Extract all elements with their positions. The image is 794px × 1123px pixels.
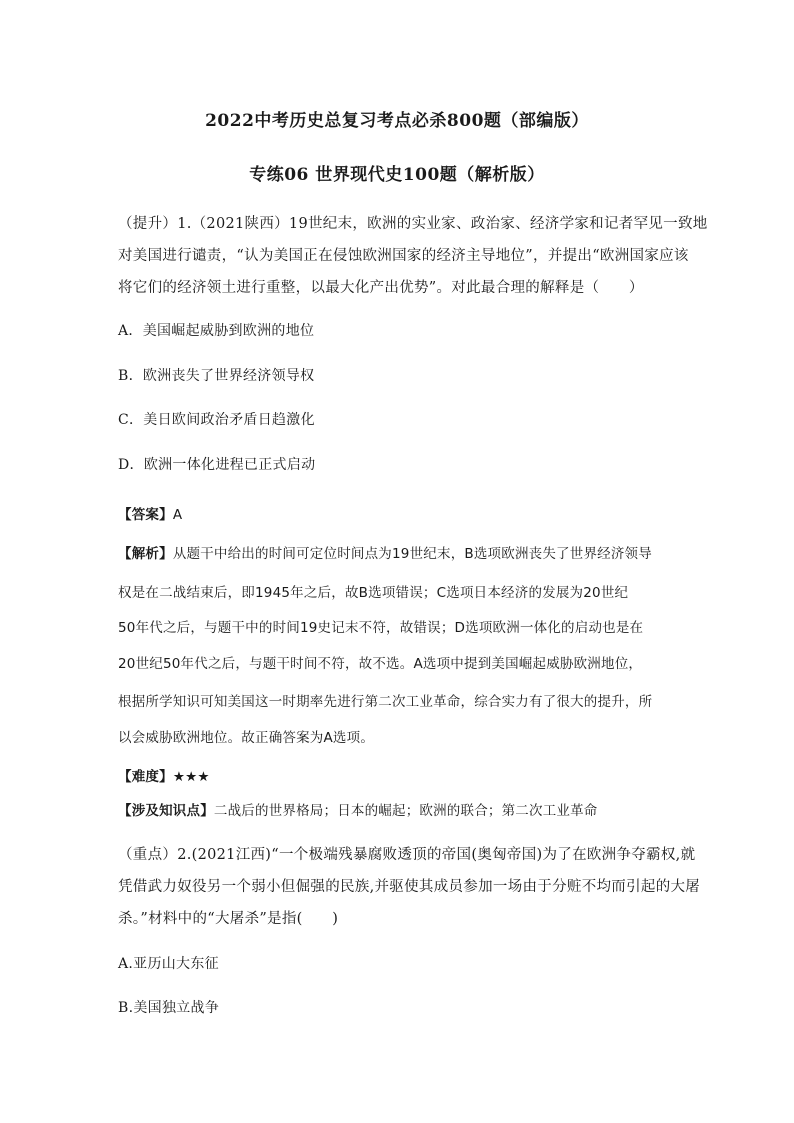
q1-analysis-text-1: 从题干中给出的时间可定位时间点为19世纪末，B选项欧洲丧失了世界经济领导 <box>172 546 652 562</box>
q2-stem-line-1: （重点）2.(2021江西)“一个极端残暴腐败透顶的帝国(奥匈帝国)为了在欧洲争夺霸权,就 <box>118 847 696 863</box>
q1-option-c: C．美日欧间政治矛盾日趋激化 <box>118 412 315 428</box>
q1-stem-line-2: 对美国进行谴责，“认为美国正在侵蚀欧洲国家的经济主导地位”，并提出“欧洲国家应该 <box>118 248 689 264</box>
q1-analysis-label: 【解析】 <box>118 546 173 562</box>
q1-answer <box>118 503 182 523</box>
q2-option-b: B.美国独立战争 <box>118 1000 220 1016</box>
q1-difficulty-stars: ★★★ <box>172 769 210 785</box>
q1-difficulty <box>118 765 210 785</box>
q1-stem-line-3: 将它们的经济领土进行重整，以最大化产出优势”。对此最合理的解释是（ ） <box>118 280 644 296</box>
q1-knowledge-value: 二战后的世界格局；日本的崛起；欧洲的联合；第二次工业革命 <box>213 803 598 819</box>
q2-stem-line-3: 杀。”材料中的“大屠杀”是指( ) <box>118 911 339 927</box>
document-subtitle: 专练06 世界现代史100题（解析版） <box>249 165 545 185</box>
document-title: 2022中考历史总复习考点必杀800题（部编版） <box>205 111 589 131</box>
q1-option-a: A．美国崛起威胁到欧洲的地位 <box>118 323 315 339</box>
q1-option-d: D．欧洲一体化进程已正式启动 <box>118 457 316 473</box>
q1-difficulty-label: 【难度】 <box>118 769 173 785</box>
q1-answer-value: A <box>172 507 183 523</box>
q1-analysis-line-6: 以会威胁欧洲地位。故正确答案为A选项。 <box>118 730 375 746</box>
q1-analysis-line-2: 权是在二战结束后，即1945年之后，故B选项错误；C选项日本经济的发展为20世纪 <box>118 585 629 601</box>
q1-knowledge-points <box>118 799 598 819</box>
q2-option-a: A.亚历山大东征 <box>118 956 219 972</box>
q1-analysis-line-1 <box>118 542 652 562</box>
q1-knowledge-label: 【涉及知识点】 <box>118 803 214 819</box>
q1-answer-label: 【答案】 <box>118 507 173 523</box>
q1-option-b: B．欧洲丧失了世界经济领导权 <box>118 368 315 384</box>
q1-analysis-line-3: 50年代之后，与题干中的时间19史记末不符，故错误；D选项欧洲一体化的启动也是在 <box>118 620 644 636</box>
q1-analysis-line-4: 20世纪50年代之后，与题干时间不符，故不选。A选项中提到美国崛起威胁欧洲地位， <box>118 656 643 672</box>
q1-stem-line-1: （提升）1.（2021陕西）19世纪末，欧洲的实业家、政治家、经济学家和记者罕见一致地 <box>118 216 708 232</box>
q2-stem-line-2: 凭借武力奴役另一个弱小但倔强的民族,并驱使其成员参加一场由于分赃不均而引起的大屠 <box>118 879 701 895</box>
q1-analysis-line-5: 根据所学知识可知美国这一时期率先进行第二次工业革命，综合实力有了很大的提升，所 <box>118 694 653 710</box>
